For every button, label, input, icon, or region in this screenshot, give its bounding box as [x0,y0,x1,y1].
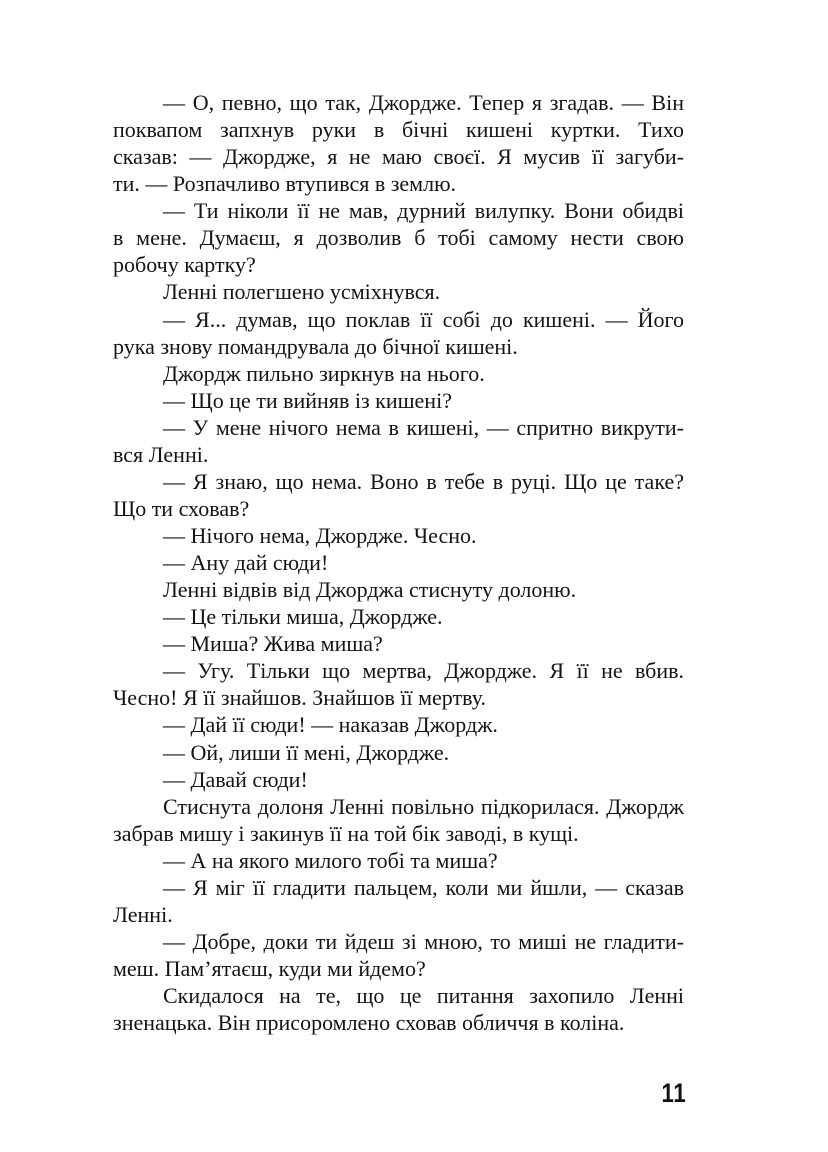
text-line: Що ти сховав? [113,495,250,521]
paragraph [113,576,684,603]
paragraph [113,630,684,657]
text-line: меш. Пам’ятаєш, куди ми йдемо? [113,956,426,981]
text-line: — Дай її сюди! — наказав Джордж. [163,712,498,738]
text-line: в мене. Думаєш, я дозволив б тобі самому нести свою [113,225,684,251]
text-line: Ленні. [113,901,173,927]
text-line: — Добре, доки ти йдеш зі мною, то миші не гладити- [163,928,684,954]
text-line: Чесно! Я її знайшов. Знайшов її мертву. [113,685,487,711]
paragraph [113,982,684,1036]
text-line: — Ой, лиши її мені, Джордже. [163,739,450,765]
paragraph [113,711,684,738]
text-line: сказав: — Джордже, я не маю своєї. Я мусив її загуби- [113,144,684,170]
paragraph [113,278,684,305]
text-line: Стиснута долоня Ленні повільно підкорилася. Джордж [163,793,684,819]
paragraph [113,603,684,630]
text-line: — Давай сюди! [163,766,308,792]
text-line: робочу картку? [113,252,256,278]
text-line: — Ти ніколи її не мав, дурний вилупку. Вони обидві [163,198,684,224]
paragraph [113,468,684,522]
paragraph [113,414,684,468]
paragraph [113,739,684,766]
text-line: — А на якого милого тобі та миша? [163,847,498,873]
text-line: — Ану дай сюди! [163,550,329,576]
text-line: — Я знаю, що нема. Воно в тебе в руці. Що це таке? [163,468,684,494]
paragraph [113,793,684,847]
page-number: 11 [661,1078,687,1108]
page-text [113,89,684,1036]
text-line: — Це тільки миша, Джордже. [163,604,443,630]
paragraph [113,928,684,982]
paragraph [113,522,684,549]
paragraph [113,197,684,278]
text-line: — О, певно, що так, Джордже. Тепер я згадав. — Він [163,90,684,115]
paragraph [113,360,684,387]
paragraph [113,387,684,414]
paragraph [113,766,684,793]
text-line: Ленні полегшено усміхнувся. [163,279,441,305]
text-line: — Що це ти вийняв із кишені? [163,387,452,413]
text-line: — Я міг її гладити пальцем, коли ми йшли, — сказав [163,874,684,900]
text-line: — Угу. Тільки що мертва, Джордже. Я її не вбив. [163,658,684,684]
text-line: рука знову помандрувала до бічної кишені. [113,333,518,359]
text-line: — Миша? Жива миша? [163,631,383,657]
paragraph [113,657,684,711]
text-line: — Я... думав, що поклав її собі до кишені. — Його [163,306,684,332]
paragraph [113,306,684,360]
text-line: вся Ленні. [113,441,209,467]
text-line: поквапом запхнув руки в бічні кишені куртки. Тихо [113,117,684,143]
text-line: Ленні відвів від Джорджа стиснуту долоню. [163,577,577,603]
text-line: — Нічого нема, Джордже. Чесно. [163,523,477,548]
paragraph [113,847,684,874]
text-line: забрав мишу і закинув її на той бік заводі, в кущі. [113,820,579,846]
text-line: ти. — Розпачливо втупився в землю. [113,171,457,197]
text-line: зненацька. Він присоромлено сховав обличчя в коліна. [113,1010,625,1036]
paragraph [113,549,684,576]
text-line: Скидалося на те, що це питання захопило Ленні [163,983,684,1009]
text-line: Джордж пильно зиркнув на нього. [163,360,485,386]
paragraph [113,89,684,197]
text-line: — У мене нічого нема в кишені, — спритно викрути- [163,414,684,440]
paragraph [113,874,684,928]
